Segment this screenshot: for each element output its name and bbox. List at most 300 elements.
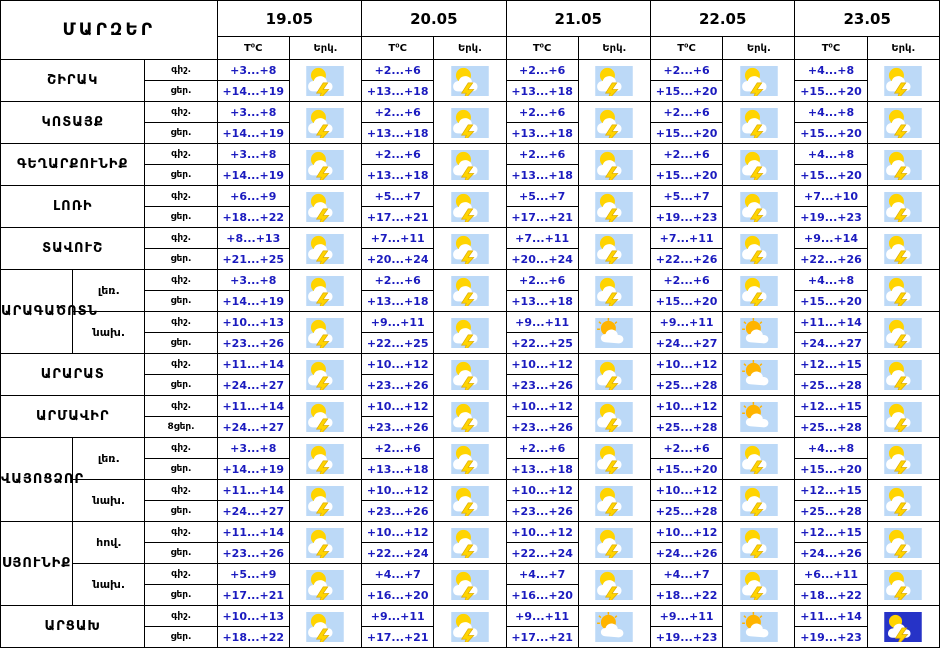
temp-night-d1: +10...+13 [217,312,289,333]
weather-icon-sun-storm [306,444,344,474]
label-night: գիշ. [145,186,217,207]
label-night: գիշ. [145,312,217,333]
day-header-2: 20.05 [362,1,506,37]
sky-icon-cell-d1 [289,438,361,480]
sky-icon-cell-d2 [434,270,506,312]
weather-icon-sun-storm [740,444,778,474]
label-night: գիշ. [145,144,217,165]
weather-icon-sun-cloud [595,318,633,348]
region-name-cell: ԱՐԱՐԱՏ [1,354,145,396]
sky-icon-cell-d1 [289,606,361,648]
weather-icon-sun-storm [884,276,922,306]
sky-icon-cell-d5 [867,102,939,144]
temp-day-d3: +13...+18 [506,123,578,144]
region-name-cell: ՏԱՎՈՒՇ [1,228,145,270]
label-day: ցեր. [145,375,217,396]
weather-icon-sun-storm [884,234,922,264]
sky-icon-cell-d4 [723,312,795,354]
weather-icon-sun-storm [451,444,489,474]
sky-icon-cell-d5 [867,270,939,312]
temp-night-d4: +2...+6 [650,102,722,123]
weather-icon-sun-cloud [740,318,778,348]
sky-icon-cell-d4 [723,396,795,438]
temp-day-d5: +25...+28 [795,417,867,438]
sky-icon-cell-d2 [434,60,506,102]
sky-icon-cell-d4 [723,606,795,648]
sky-icon-cell-d3 [578,60,650,102]
temp-night-d5: +12...+15 [795,480,867,501]
temp-day-d3: +13...+18 [506,291,578,312]
temp-night-d2: +7...+11 [362,228,434,249]
temp-day-d4: +25...+28 [650,501,722,522]
temp-day-d5: +22...+26 [795,249,867,270]
weather-icon-sun-storm [884,570,922,600]
sky-icon-cell-d3 [578,606,650,648]
sky-icon-cell-d3 [578,312,650,354]
temp-day-d1: +23...+26 [217,333,289,354]
temp-day-d5: +18...+22 [795,585,867,606]
weather-icon-sun-storm [884,360,922,390]
temp-night-d5: +4...+8 [795,270,867,291]
sky-icon-cell-d3 [578,522,650,564]
label-night: գիշ. [145,480,217,501]
temp-day-d4: +19...+23 [650,627,722,648]
temp-night-d1: +10...+13 [217,606,289,627]
temp-night-d3: +2...+6 [506,144,578,165]
sky-icon-cell-d3 [578,270,650,312]
day-header-4: 22.05 [650,1,794,37]
label-day: ցեր. [145,249,217,270]
temp-day-d1: +21...+25 [217,249,289,270]
subregion-name-cell: լեռ. [73,270,145,312]
label-night: գիշ. [145,354,217,375]
temp-day-d2: +13...+18 [362,459,434,480]
temp-night-d4: +9...+11 [650,312,722,333]
temp-day-d3: +13...+18 [506,165,578,186]
temp-day-d4: +24...+27 [650,333,722,354]
temp-day-d4: +22...+26 [650,249,722,270]
weather-icon-sun-storm [740,528,778,558]
sky-icon-cell-d1 [289,270,361,312]
subregion-name-cell: նախ. [73,312,145,354]
weather-icon-sun-storm [306,528,344,558]
temp-night-d1: +11...+14 [217,396,289,417]
temp-night-d1: +8...+13 [217,228,289,249]
label-night: գիշ. [145,522,217,543]
weather-icon-sun-storm [451,108,489,138]
sky-icon-cell-d3 [578,228,650,270]
temp-day-d2: +20...+24 [362,249,434,270]
sky-icon-cell-d3 [578,354,650,396]
subheader-sky-1: Երկ. [289,37,361,60]
temp-night-d5: +9...+14 [795,228,867,249]
sky-icon-cell-d2 [434,522,506,564]
day-header-5: 23.05 [795,1,940,37]
sky-icon-cell-d2 [434,396,506,438]
sky-icon-cell-d5 [867,522,939,564]
temp-night-d4: +10...+12 [650,522,722,543]
temp-day-d5: +25...+28 [795,375,867,396]
temp-day-d4: +24...+26 [650,543,722,564]
temp-day-d4: +25...+28 [650,375,722,396]
sky-icon-cell-d2 [434,312,506,354]
weather-icon-sun-storm [884,318,922,348]
temp-night-d4: +7...+11 [650,228,722,249]
temp-night-d2: +2...+6 [362,438,434,459]
weather-icon-sun-storm [451,402,489,432]
temp-night-d3: +7...+11 [506,228,578,249]
temp-night-d4: +10...+12 [650,354,722,375]
temp-night-d5: +4...+8 [795,102,867,123]
temp-night-d3: +10...+12 [506,522,578,543]
weather-icon-sun-storm [451,150,489,180]
weather-icon-sun-storm [451,612,489,642]
temp-night-d1: +6...+9 [217,186,289,207]
table-row [1,144,940,165]
subregion-name-cell: նախ. [73,564,145,606]
sky-icon-cell-d2 [434,102,506,144]
weather-icon-sun-storm [740,108,778,138]
temp-day-d1: +18...+22 [217,207,289,228]
temp-day-d3: +22...+24 [506,543,578,564]
sky-icon-cell-d5 [867,606,939,648]
weather-icon-sun-storm [306,360,344,390]
label-night: գիշ. [145,60,217,81]
sky-icon-cell-d4 [723,438,795,480]
sky-icon-cell-d2 [434,228,506,270]
temp-night-d4: +2...+6 [650,438,722,459]
temp-night-d3: +10...+12 [506,480,578,501]
label-day: ցեր. [145,123,217,144]
temp-night-d1: +3...+8 [217,438,289,459]
region-name-cell: ՍՅՈՒՆԻՔ [1,522,73,606]
sky-icon-cell-d5 [867,144,939,186]
sky-icon-cell-d4 [723,522,795,564]
sky-icon-cell-d2 [434,606,506,648]
weather-icon-sun-storm [306,276,344,306]
label-day: ցեր. [145,291,217,312]
sky-icon-cell-d2 [434,144,506,186]
temp-day-d5: +25...+28 [795,501,867,522]
weather-icon-sun-storm [451,66,489,96]
weather-icon-sun-storm [740,570,778,600]
weather-icon-sun-storm [595,192,633,222]
temp-day-d5: +15...+20 [795,81,867,102]
temp-day-d2: +13...+18 [362,123,434,144]
temp-day-d2: +23...+26 [362,501,434,522]
label-day: 8ցեր. [145,417,217,438]
temp-day-d2: +13...+18 [362,291,434,312]
weather-icon-sun-storm [595,444,633,474]
subheader-temp-3: T⁰C [506,37,578,60]
subheader-sky-4: Երկ. [723,37,795,60]
table-row [1,102,940,123]
sky-icon-cell-d3 [578,438,650,480]
temp-night-d3: +9...+11 [506,606,578,627]
temp-day-d1: +14...+19 [217,81,289,102]
temp-day-d3: +20...+24 [506,249,578,270]
temp-day-d4: +15...+20 [650,123,722,144]
weather-icon-sun-storm [595,234,633,264]
temp-day-d3: +17...+21 [506,627,578,648]
temp-night-d3: +5...+7 [506,186,578,207]
table-row [1,186,940,207]
sky-icon-cell-d2 [434,186,506,228]
table-row [1,522,940,543]
weather-icon-sun-storm [306,318,344,348]
temp-day-d1: +23...+26 [217,543,289,564]
sky-icon-cell-d3 [578,480,650,522]
page-title: ՄԱՐԶԵՐ [1,1,218,60]
temp-night-d2: +10...+12 [362,396,434,417]
sky-icon-cell-d4 [723,60,795,102]
weather-icon-sun-storm [884,108,922,138]
weather-icon-sun-storm [740,66,778,96]
temp-day-d1: +24...+27 [217,417,289,438]
sky-icon-cell-d1 [289,354,361,396]
sky-icon-cell-d3 [578,564,650,606]
temp-night-d4: +9...+11 [650,606,722,627]
weather-icon-sun-storm [740,276,778,306]
temp-day-d3: +13...+18 [506,81,578,102]
sky-icon-cell-d2 [434,354,506,396]
subheader-temp-5: T⁰C [795,37,867,60]
sky-icon-cell-d1 [289,102,361,144]
temp-day-d3: +13...+18 [506,459,578,480]
temp-night-d3: +2...+6 [506,438,578,459]
sky-icon-cell-d5 [867,60,939,102]
label-day: ցեր. [145,501,217,522]
temp-day-d5: +15...+20 [795,291,867,312]
temp-night-d5: +4...+8 [795,144,867,165]
sky-icon-cell-d1 [289,228,361,270]
label-day: ցեր. [145,627,217,648]
temp-day-d5: +19...+23 [795,627,867,648]
temp-night-d3: +2...+6 [506,270,578,291]
region-name-cell: ԼՈՌԻ [1,186,145,228]
table-row [1,480,940,501]
label-night: գիշ. [145,606,217,627]
region-name-cell: ԱՐԱԳԱԾՈՏՆ [1,270,73,354]
weather-icon-sun-storm [595,528,633,558]
region-name-cell: ԿՈՏԱՅՔ [1,102,145,144]
temp-night-d5: +4...+8 [795,438,867,459]
weather-icon-sun-storm [595,276,633,306]
temp-night-d5: +6...+11 [795,564,867,585]
temp-night-d4: +5...+7 [650,186,722,207]
weather-icon-sun-storm [884,66,922,96]
temp-night-d1: +3...+8 [217,270,289,291]
temp-night-d4: +2...+6 [650,60,722,81]
header-row-days [1,1,940,37]
temp-day-d4: +25...+28 [650,417,722,438]
temp-day-d4: +15...+20 [650,165,722,186]
temp-night-d1: +3...+8 [217,60,289,81]
sky-icon-cell-d4 [723,186,795,228]
weather-icon-sun-storm [306,570,344,600]
temp-night-d1: +5...+9 [217,564,289,585]
temp-day-d4: +19...+23 [650,207,722,228]
subregion-name-cell: նախ. [73,480,145,522]
subregion-name-cell: հով. [73,522,145,564]
temp-day-d2: +17...+21 [362,207,434,228]
weather-icon-sun-storm [595,402,633,432]
weather-icon-sun-storm [740,192,778,222]
weather-icon-sun-storm [306,486,344,516]
sky-icon-cell-d2 [434,438,506,480]
temp-day-d3: +23...+26 [506,501,578,522]
temp-day-d1: +24...+27 [217,375,289,396]
temp-night-d2: +10...+12 [362,522,434,543]
weather-icon-sun-cloud [595,612,633,642]
temp-night-d3: +4...+7 [506,564,578,585]
temp-day-d1: +18...+22 [217,627,289,648]
temp-day-d5: +15...+20 [795,459,867,480]
weather-icon-sun-storm [451,192,489,222]
temp-day-d3: +23...+26 [506,375,578,396]
weather-icon-sun-storm [884,528,922,558]
weather-icon-sun-storm [884,444,922,474]
table-row [1,60,940,81]
sky-icon-cell-d5 [867,438,939,480]
temp-night-d5: +12...+15 [795,522,867,543]
weather-icon-sun-storm [595,486,633,516]
sky-icon-cell-d4 [723,270,795,312]
day-header-3: 21.05 [506,1,650,37]
sky-icon-cell-d1 [289,312,361,354]
temp-day-d2: +13...+18 [362,165,434,186]
temp-night-d2: +10...+12 [362,354,434,375]
day-header-1: 19.05 [217,1,361,37]
temp-night-d3: +2...+6 [506,102,578,123]
temp-night-d1: +3...+8 [217,102,289,123]
temp-day-d2: +23...+26 [362,417,434,438]
sky-icon-cell-d5 [867,228,939,270]
weather-icon-sun-storm [740,234,778,264]
label-day: ցեր. [145,207,217,228]
weather-icon-sun-cloud [740,612,778,642]
label-day: ցեր. [145,459,217,480]
sky-icon-cell-d5 [867,312,939,354]
weather-icon-sun-storm [451,276,489,306]
weather-icon-sun-storm [306,234,344,264]
temp-night-d1: +11...+14 [217,480,289,501]
weather-icon-sun-storm [595,570,633,600]
temp-day-d4: +15...+20 [650,459,722,480]
label-day: ցեր. [145,585,217,606]
temp-day-d4: +15...+20 [650,291,722,312]
temp-day-d2: +22...+24 [362,543,434,564]
sky-icon-cell-d5 [867,186,939,228]
region-name-cell: ՎԱՅՈՑՁՈՐ [1,438,73,522]
sky-icon-cell-d1 [289,564,361,606]
sky-icon-cell-d1 [289,480,361,522]
temp-night-d2: +2...+6 [362,144,434,165]
sky-icon-cell-d1 [289,60,361,102]
sky-icon-cell-d4 [723,564,795,606]
label-night: գիշ. [145,438,217,459]
table-row [1,270,940,291]
subregion-name-cell: լեռ. [73,438,145,480]
table-row [1,312,940,333]
temp-day-d3: +23...+26 [506,417,578,438]
temp-night-d1: +11...+14 [217,354,289,375]
sky-icon-cell-d4 [723,102,795,144]
temp-night-d2: +9...+11 [362,606,434,627]
table-row [1,606,940,627]
temp-day-d3: +22...+25 [506,333,578,354]
sky-icon-cell-d5 [867,396,939,438]
sky-icon-cell-d2 [434,564,506,606]
temp-night-d1: +3...+8 [217,144,289,165]
sky-icon-cell-d4 [723,144,795,186]
subheader-temp-4: T⁰C [650,37,722,60]
weather-icon-sun-storm [451,486,489,516]
subheader-temp-1: T⁰C [217,37,289,60]
temp-day-d4: +15...+20 [650,81,722,102]
table-row [1,354,940,375]
weather-icon-sun-storm [451,360,489,390]
temp-night-d2: +10...+12 [362,480,434,501]
weather-icon-sun-cloud [740,360,778,390]
temp-night-d5: +7...+10 [795,186,867,207]
temp-night-d5: +11...+14 [795,312,867,333]
temp-night-d1: +11...+14 [217,522,289,543]
temp-night-d4: +2...+6 [650,270,722,291]
table-row [1,228,940,249]
label-night: գիշ. [145,102,217,123]
temp-day-d5: +19...+23 [795,207,867,228]
temp-day-d1: +14...+19 [217,459,289,480]
table-row [1,438,940,459]
weather-icon-sun-storm [884,150,922,180]
weather-icon-sun-storm [740,486,778,516]
label-day: ցեր. [145,165,217,186]
temp-night-d2: +2...+6 [362,102,434,123]
sky-icon-cell-d4 [723,480,795,522]
weather-icon-sun-storm [306,150,344,180]
temp-day-d4: +18...+22 [650,585,722,606]
label-night: գիշ. [145,228,217,249]
weather-icon-sun-storm [451,318,489,348]
region-name-cell: ԱՐՄԱՎԻՐ [1,396,145,438]
temp-day-d5: +24...+26 [795,543,867,564]
temp-night-d4: +10...+12 [650,396,722,417]
subheader-sky-3: Երկ. [578,37,650,60]
region-name-cell: ՇԻՐԱԿ [1,60,145,102]
label-day: ցեր. [145,81,217,102]
table-row [1,564,940,585]
label-night: գիշ. [145,396,217,417]
weather-icon-sun-storm [595,66,633,96]
temp-night-d4: +10...+12 [650,480,722,501]
weather-icon-sun-storm [884,192,922,222]
table-row [1,396,940,417]
temp-night-d5: +4...+8 [795,60,867,81]
temp-day-d2: +23...+26 [362,375,434,396]
temp-day-d2: +16...+20 [362,585,434,606]
sky-icon-cell-d1 [289,522,361,564]
weather-icon-sun-storm [884,402,922,432]
weather-icon-sun-storm [306,66,344,96]
temp-day-d1: +24...+27 [217,501,289,522]
weather-icon-sun-cloud [740,402,778,432]
temp-day-d5: +24...+27 [795,333,867,354]
label-night: գիշ. [145,270,217,291]
temp-night-d2: +4...+7 [362,564,434,585]
sky-icon-cell-d1 [289,396,361,438]
temp-day-d2: +17...+21 [362,627,434,648]
